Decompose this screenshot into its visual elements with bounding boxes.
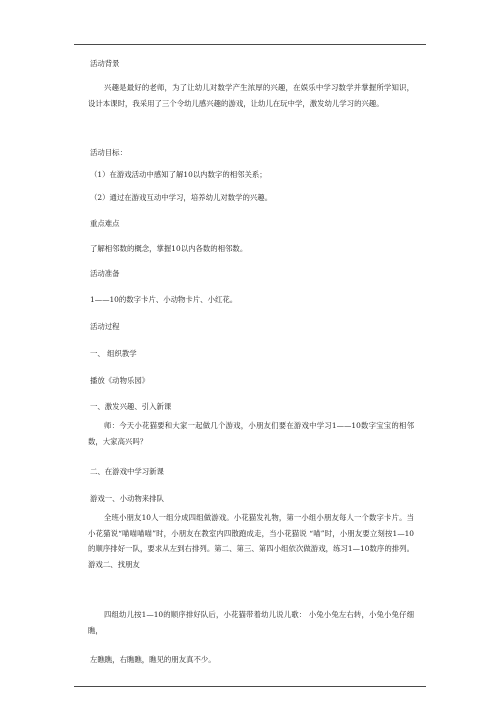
objective-item-2: （2）通过在游戏互动中学习，培养幼儿对数学的兴趣。: [90, 193, 273, 202]
header-rule: [74, 44, 426, 45]
heading-key-points: 重点难点: [90, 219, 120, 228]
step-play-music: 播放《动物乐园》: [90, 376, 150, 385]
key-points-text: 了解相邻数的概念，掌握10以内各数的相邻数。: [90, 244, 248, 253]
heading-process: 活动过程: [90, 322, 120, 331]
heading-preparation: 活动准备: [90, 269, 120, 278]
preparation-text: 1——10的数字卡片、小动物卡片、小红花。: [90, 295, 238, 304]
rhyme-line: 左瞧瞧，右瞧瞧，瞧见的朋友真不少。: [90, 655, 216, 664]
paragraph-teacher-intro: 师：今天小花猫要和大家一起做几个游戏，小朋友们要在游戏中学习1——10数字宝宝的相邻数，大家高兴吗？: [88, 421, 414, 446]
step-learn-in-game: 二、在游戏中学习新课: [90, 467, 164, 476]
paragraph-game-one: 全班小朋友10人一组分成四组做游戏。小花猫发礼物，第一小组小朋友每人一个数字卡片。当小花猫说“喵喵喵喵”时，小朋友在教室内四散跑成走，当小花猫说 “喵”时，小朋友要立刻按1—10的顺序排好一队，要求从左到右排列。第二、第三、第四小组依次做游戏，练习1—10数序的排列。 游戏二、找朋友: [88, 513, 414, 569]
heading-objectives: 活动目标：: [90, 148, 127, 157]
objective-item-1: （1）在游戏活动中感知了解10以内数字的相邻关系；: [90, 170, 267, 179]
game-one-title: 游戏一、小动物来排队: [90, 494, 164, 503]
step-organize: 一、 组织教学: [90, 349, 137, 358]
heading-background: 活动背景: [90, 59, 120, 68]
paragraph-background: 兴趣是最好的老师，为了让幼儿对数学产生浓厚的兴趣，在娱乐中学习数学并掌握所学知识，设计本课时，我采用了三个令幼儿感兴趣的游戏，让幼儿在玩中学，激发幼儿学习的兴趣。: [88, 83, 414, 108]
paragraph-game-two: 四组幼儿按1—10的顺序排好队后，小花猫带着幼儿说儿歌： 小兔小兔左右转，小兔小兔仔细瞧，: [88, 610, 414, 635]
footer-rule: [74, 686, 426, 687]
step-stimulate-interest: 一、激发兴趣、引入新课: [90, 402, 172, 411]
